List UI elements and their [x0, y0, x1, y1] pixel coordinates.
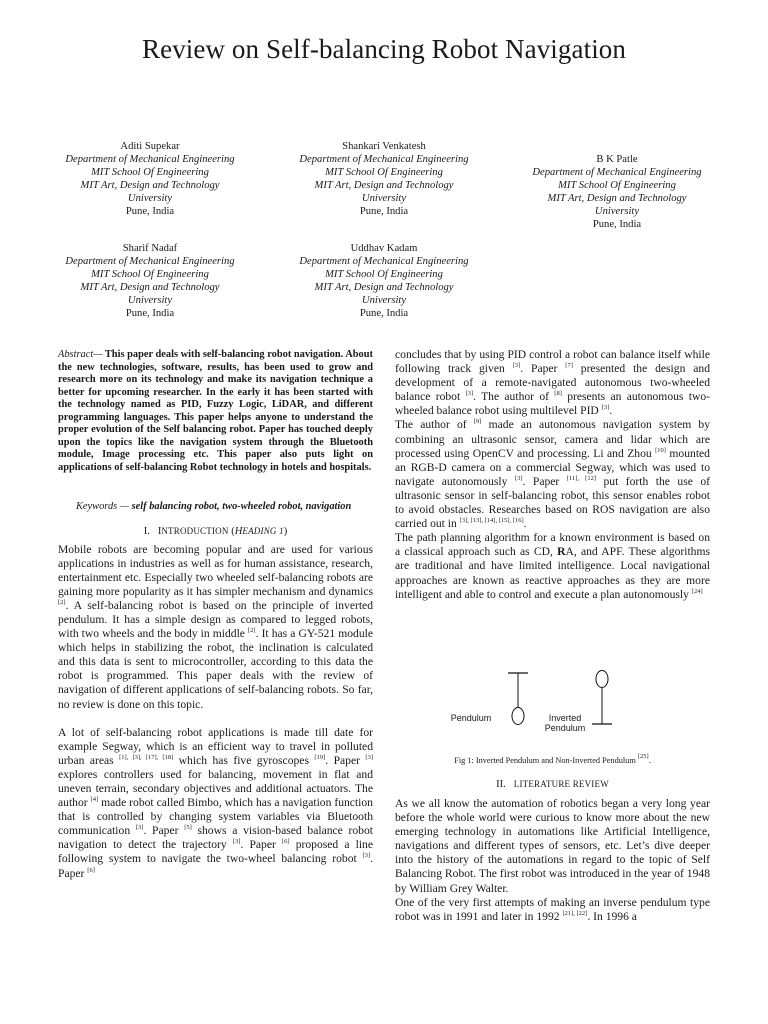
abstract-label: Abstract—: [58, 349, 103, 360]
inverted-pendulum-label: Inverted Pendulum: [544, 713, 586, 733]
author-school: MIT School Of Engineering: [91, 268, 209, 280]
author-univ: MIT Art, Design and Technology: [80, 179, 220, 191]
keywords: [58, 501, 373, 514]
author-univ: University: [361, 294, 407, 306]
author-place: Pune, India: [125, 307, 175, 319]
right-paragraph-3: The path planning algorithm for a known environment is based on a classical approach such as CD, RA, and APF. These algorithms are traditional and have limited intelligence. Local navigational approaches are known as reactive approaches as they are more intelligent and able to control and execute a plan autonomously [24]: [395, 531, 710, 601]
right-paragraph-2: The author of [9] made an autonomous navigation system by combining an ultrasonic sensor, camera and lidar which are processed using OpenCV and processing. Li and Zhou [10] mounted an RGB-D camera on a commercial Segway, which was used to navigate autonomously [3]. Paper [11], [12] put forth the use of ultrasonic sensor in self-balancing robot, this sensor enables robot to avoid obstacles. Researches based on ROS navigation are also carried out in [3], [13], [14], [15], [16].: [395, 418, 711, 531]
author-univ: MIT Art, Design and Technology: [547, 192, 687, 204]
author-univ: MIT Art, Design and Technology: [314, 281, 454, 293]
literature-column: [395, 797, 710, 924]
abstract: [58, 349, 373, 474]
right-column: [395, 348, 710, 602]
author-name: Shankari Venkatesh: [342, 141, 426, 152]
author-place: Pune, India: [125, 205, 175, 217]
author-block: [40, 141, 260, 218]
author-name: Uddhav Kadam: [350, 243, 418, 254]
section-heading-literature-review: II. LITERATURE REVIEW: [496, 779, 609, 790]
left-column: [58, 349, 373, 881]
author-school: MIT School Of Engineering: [91, 166, 209, 178]
author-block: [507, 154, 727, 231]
author-school: MIT School Of Engineering: [325, 166, 443, 178]
author-univ: University: [127, 294, 173, 306]
author-dept: Department of Mechanical Engineering: [65, 153, 235, 165]
author-univ: MIT Art, Design and Technology: [314, 179, 454, 191]
author-block: [40, 243, 260, 320]
section-heading-introduction: I. INTRODUCTION (HEADING 1): [143, 525, 288, 537]
author-school: MIT School Of Engineering: [325, 268, 443, 280]
inverted-pendulum-bob: [596, 671, 608, 688]
author-block: [274, 141, 494, 218]
pendulum-label: Pendulum: [450, 713, 492, 723]
author-school: MIT School Of Engineering: [558, 179, 676, 191]
literature-paragraph-2: One of the very first attempts of making an inverse pendulum type robot was in 1991 and later in 1992 [21], [22]. In 1996 a: [395, 895, 710, 923]
keywords-label: Keywords —: [76, 501, 130, 512]
pendulum-figure: [440, 668, 660, 744]
author-dept: Department of Mechanical Engineering: [532, 166, 702, 178]
keywords-text: self balancing robot, two-wheeled robot, navigation: [129, 501, 352, 512]
intro-paragraph-2: A lot of self-balancing robot applications is made till date for example Segway, which is an efficient way to travel in polluted urban areas [1], [3], [17], [18] which has five gyroscopes [19]. Paper [3] explores controllers used for balancing, movement in flat and uneven terrain, secondary objectives and additional actuators. The author [4] made robot called Bimbo, which has a navigation function that is controlled by changing system variables via Bluetooth communication [3]. Paper [5] shows a vision-based balance robot navigation to detect the trajectory [3]. Paper [6] proposed a line following system to navigate the two-wheel balancing robot [3]. Paper [6]: [58, 725, 373, 880]
intro-paragraph-1: Mobile robots are becoming popular and are used for various applications in industries as well as for human assistance, research, entertainment etc. Especially two wheeled self-balancing robots are gaining more popularity as it has simpler mechanism and dynamics [2]. A self-balancing robot is based on the principle of inverted pendulum. It has a simple design as compared to legged robots, with two wheels and the body in middle [2]. It has a GY-521 module which helps in stabilizing the robot, the inclination is calculated and this data is sent to microcontroller, according to this data the robot is programmed. This paper deals with the review of navigation of different applications of self-balancing robots. So far, no review is done on this topic.: [58, 542, 373, 711]
author-univ: University: [127, 192, 173, 204]
author-place: Pune, India: [359, 307, 409, 319]
author-name: Aditi Supekar: [120, 141, 180, 152]
author-univ: MIT Art, Design and Technology: [80, 281, 220, 293]
paper-title: Review on Self-balancing Robot Navigation: [142, 34, 626, 64]
author-univ: University: [594, 205, 640, 217]
author-place: Pune, India: [359, 205, 409, 217]
pendulum-bob: [512, 708, 524, 725]
abstract-text: This paper deals with self-balancing robot navigation. About the new technologies, software, results, has been used to grow and research more on its technology and make its navigation technique a better for upcoming researcher. In the early it has been started with the technology named as PID, Fuzzy Logic, LiDAR, and different programming languages. This paper helps anyone to understand the proper evolution of the Self balancing robot. Paper has touched deeply upon the topics like the navigation system through the Bluetooth module, Image processing etc. This paper also puts light on applications of self-balancing Robot technology in hotels and hospitals.: [58, 349, 373, 473]
author-block: [274, 243, 494, 320]
author-dept: Department of Mechanical Engineering: [65, 255, 235, 267]
author-name: B K Patle: [596, 154, 638, 165]
literature-paragraph-1: As we all know the automation of robotics began a very long year before the whole world were curious to know more about the new emerging technology in automations like Artificial Intelligence, navigations and different types of sensors, etc. Let’s dive deeper into the history of the automations in regard to the topic of Self Balancing Robot. The first robot was introduced in the year of 1948 by William Grey Walter.: [395, 797, 710, 895]
figure-caption: Fig 1: Inverted Pendulum and Non-Inverted Pendulum [25].: [454, 753, 651, 765]
right-paragraph-1: concludes that by using PID control a robot can balance itself while following track given [3]. Paper [7] presented the design and development of a remote-navigated autonomous two-wheeled balance robot [3]. The author of [8] presents an autonomous two-wheeled balance robot using multilevel PID [3].: [395, 348, 710, 418]
author-dept: Department of Mechanical Engineering: [299, 153, 469, 165]
author-place: Pune, India: [592, 218, 642, 230]
author-univ: University: [361, 192, 407, 204]
author-name: Sharif Nadaf: [122, 243, 178, 254]
author-dept: Department of Mechanical Engineering: [299, 255, 469, 267]
